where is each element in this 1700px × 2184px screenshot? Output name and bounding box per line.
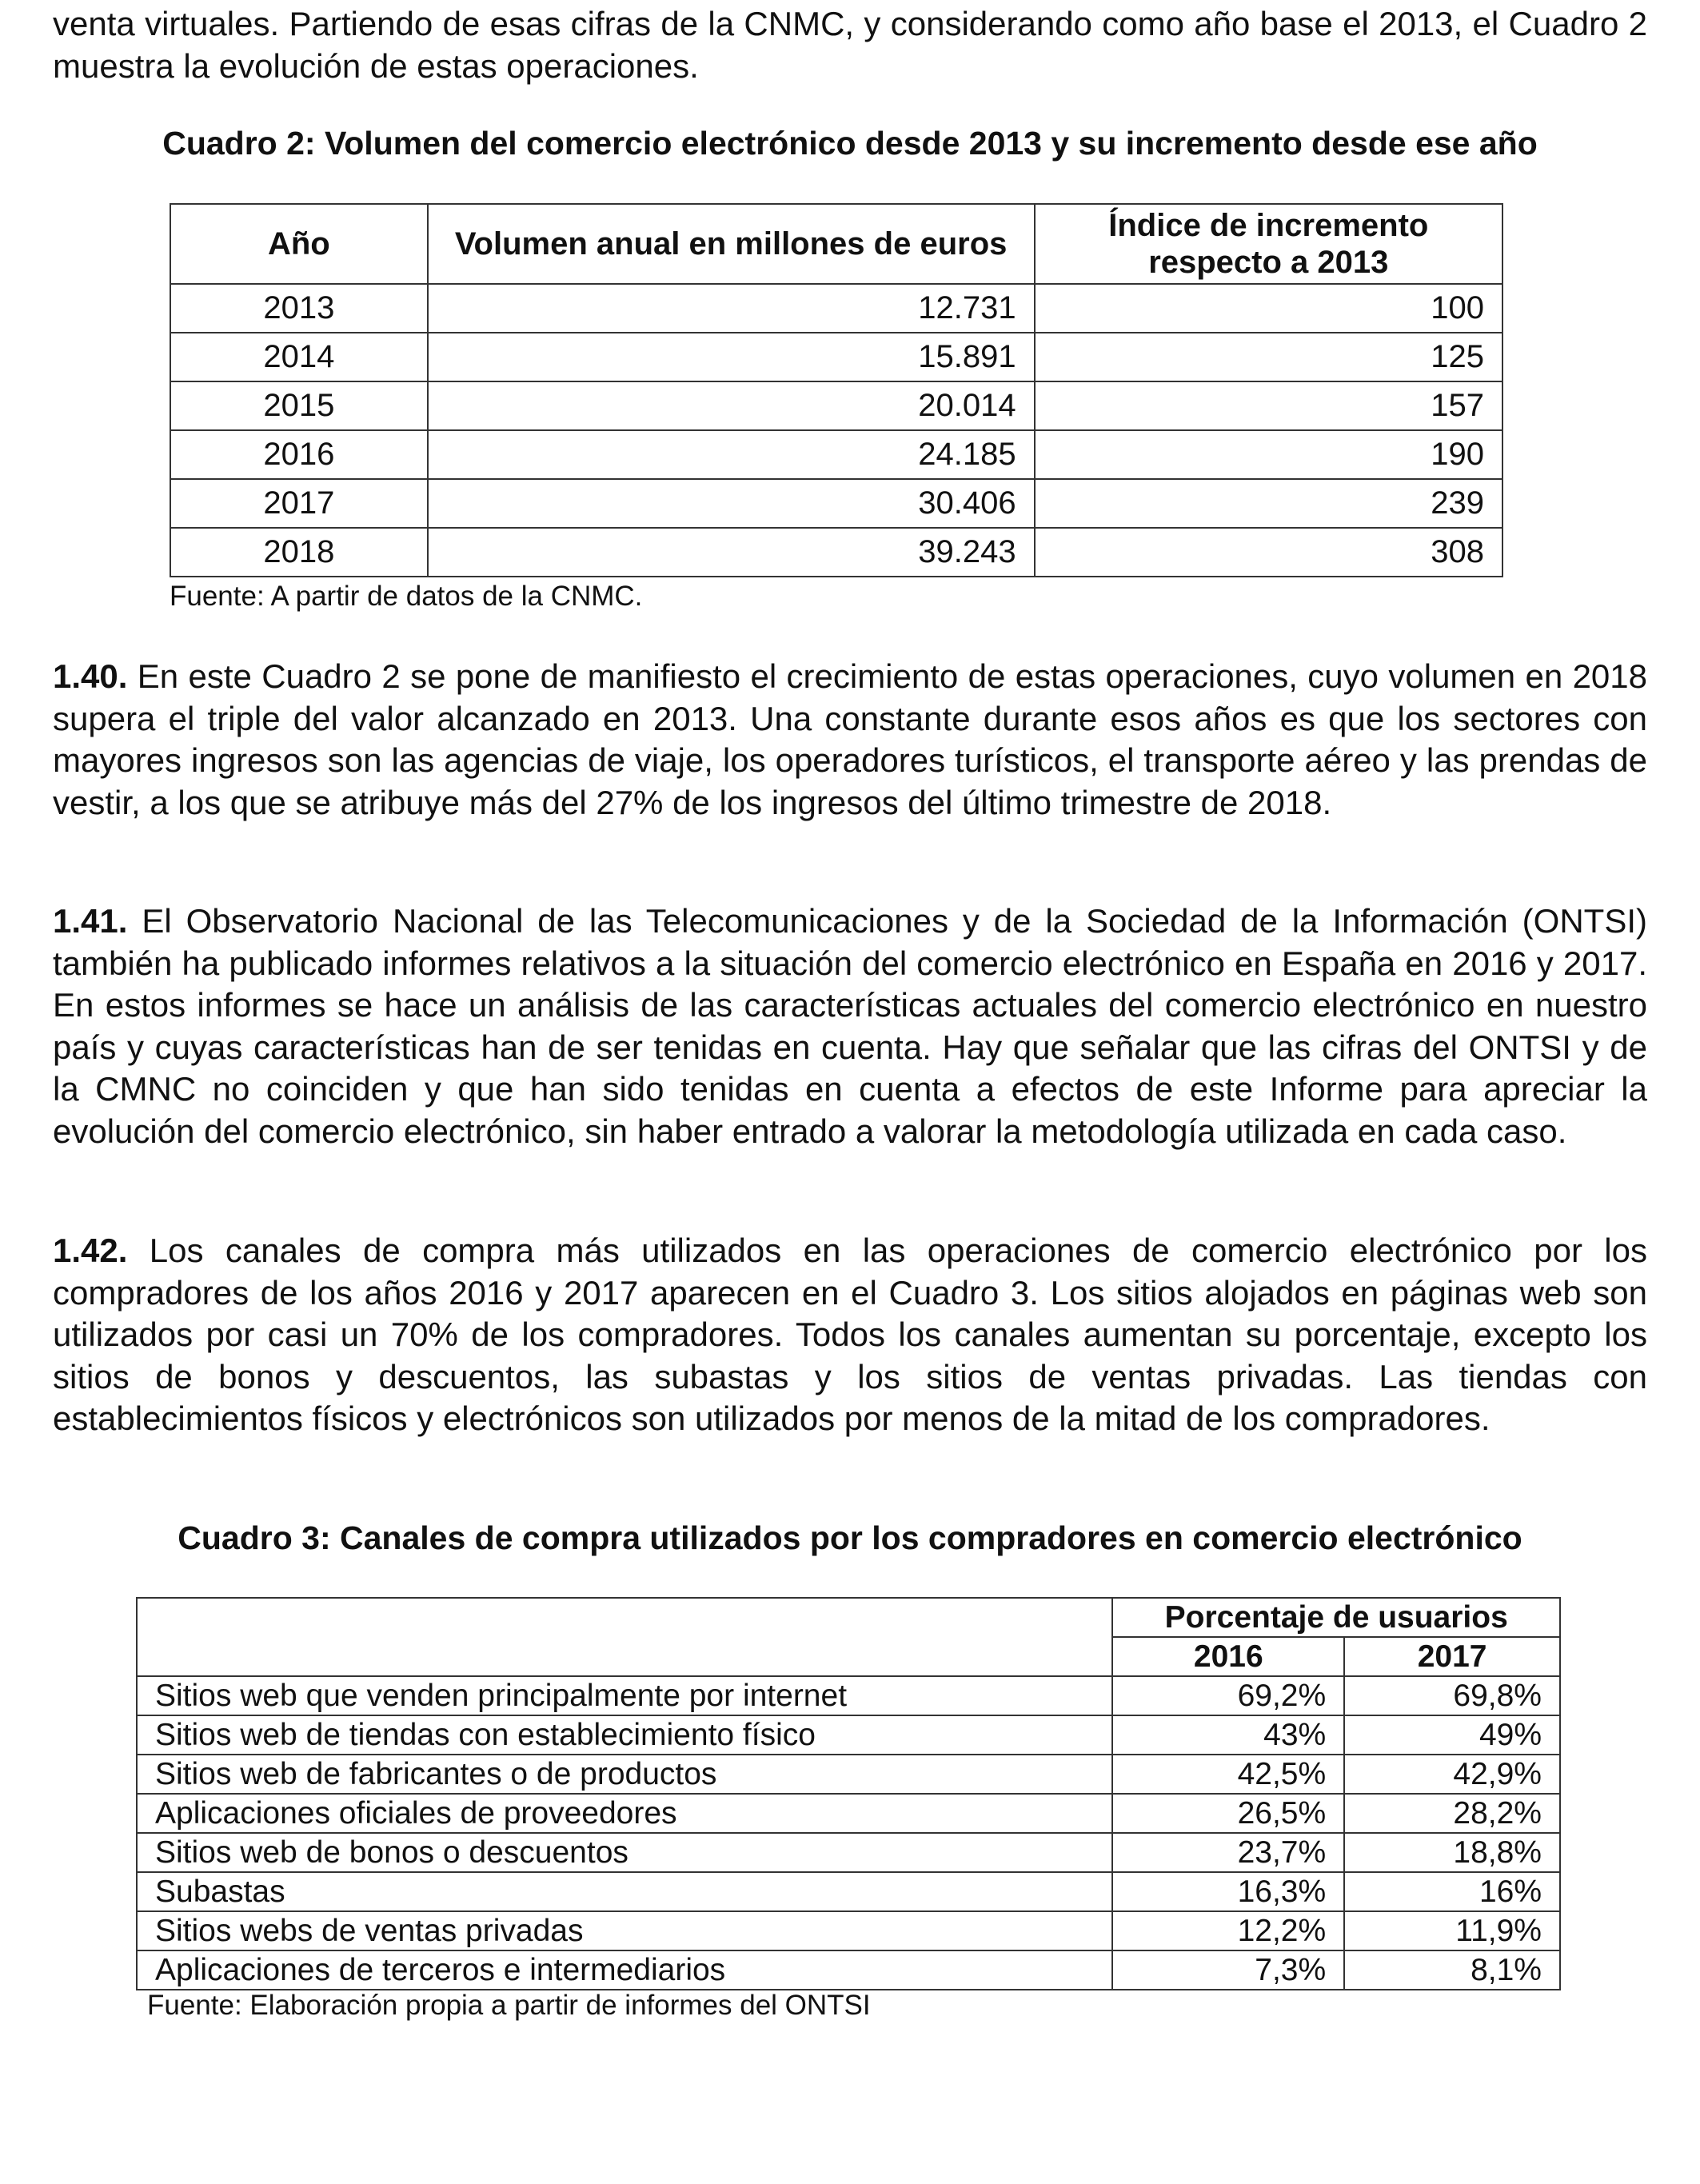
cuadro2-cell-volume: 12.731 (428, 284, 1035, 333)
paragraph-1-40 (53, 656, 1647, 824)
table-row (137, 1715, 1560, 1755)
cuadro2-header-year: Año (170, 204, 428, 284)
cuadro2-cell-index: 190 (1035, 430, 1502, 479)
cuadro3-header-2017: 2017 (1344, 1637, 1560, 1676)
table-row (137, 1950, 1560, 1990)
cuadro3-cell-2016: 7,3% (1112, 1950, 1344, 1990)
cuadro3-source: Fuente: Elaboración propia a partir de informes del ONTSI (147, 1990, 871, 2021)
cuadro3-cell-channel: Aplicaciones oficiales de proveedores (137, 1794, 1112, 1833)
cuadro3-cell-channel: Aplicaciones de terceros e intermediarios (137, 1950, 1112, 1990)
cuadro3-cell-2016: 12,2% (1112, 1911, 1344, 1950)
cuadro2-cell-volume: 20.014 (428, 381, 1035, 430)
cuadro2-cell-year: 2016 (170, 430, 428, 479)
table-row (170, 333, 1502, 381)
cuadro3-header-channel (137, 1598, 1112, 1676)
cuadro3-cell-channel: Sitios web de tiendas con establecimiento físico (137, 1715, 1112, 1755)
cuadro3-cell-2017: 28,2% (1344, 1794, 1560, 1833)
cuadro3-cell-2017: 49% (1344, 1715, 1560, 1755)
table-row (137, 1911, 1560, 1950)
cuadro2-cell-volume: 15.891 (428, 333, 1035, 381)
cuadro2-cell-volume: 30.406 (428, 479, 1035, 528)
cuadro3-cell-2017: 8,1% (1344, 1950, 1560, 1990)
cuadro3-cell-2017: 16% (1344, 1872, 1560, 1911)
paragraph-text: Los canales de compra más utilizados en las operaciones de comercio electrónico por los compradores de los años 2016 y 2017 aparecen en el Cuadro 3. Los sitios alojados en páginas web son utilizados por casi un 70% de los compradores. Todos los canales aumentan su porcentaje, excepto los sitios de bonos y descuentos, las subastas y los sitios de ventas privadas. Las tiendas con establecimientos físicos y electrónicos son utilizados por menos de la mitad de los compradores. (53, 1232, 1647, 1437)
cuadro2-cell-year: 2014 (170, 333, 428, 381)
cuadro2-cell-volume: 24.185 (428, 430, 1035, 479)
cuadro3-cell-channel: Sitios web que venden principalmente por internet (137, 1676, 1112, 1715)
cuadro3-cell-2016: 69,2% (1112, 1676, 1344, 1715)
cuadro2-cell-year: 2017 (170, 479, 428, 528)
table-row (170, 430, 1502, 479)
cuadro3-table (136, 1597, 1561, 1990)
cuadro3-cell-2016: 43% (1112, 1715, 1344, 1755)
table-row (137, 1833, 1560, 1872)
cuadro3-cell-2016: 26,5% (1112, 1794, 1344, 1833)
cuadro3-cell-2017: 11,9% (1344, 1911, 1560, 1950)
intro-paragraph: venta virtuales. Partiendo de esas cifras de la CNMC, y considerando como año base el 2013, el Cuadro 2 muestra la evolución de estas operaciones. (53, 5, 1647, 85)
cuadro2-cell-volume: 39.243 (428, 528, 1035, 577)
cuadro2-cell-year: 2018 (170, 528, 428, 577)
cuadro2-header-volume: Volumen anual en millones de euros (428, 204, 1035, 284)
table-row (137, 1676, 1560, 1715)
paragraph-text: El Observatorio Nacional de las Telecomunicaciones y de la Sociedad de la Información (ONTSI) también ha publicado informes relativos a la situación del comercio electrónico en España en 2016 y 2017. En estos informes se hace un análisis de las características actuales del comercio electrónico en nuestro país y cuyas características han de ser tenidas en cuenta. Hay que señalar que las cifras del ONTSI y de la CMNC no coinciden y que han sido tenidas en cuenta a efectos de este Informe para apreciar la evolución del comercio electrónico, sin haber entrado a valorar la metodología utilizada en cada caso. (53, 902, 1647, 1150)
cuadro3-cell-2016: 23,7% (1112, 1833, 1344, 1872)
table-row (170, 381, 1502, 430)
cuadro2-source: Fuente: A partir de datos de la CNMC. (170, 581, 643, 612)
paragraph-number: 1.40. (53, 657, 128, 695)
table-row (170, 479, 1502, 528)
cuadro3-cell-2016: 16,3% (1112, 1872, 1344, 1911)
cuadro2-cell-index: 308 (1035, 528, 1502, 577)
cuadro2-cell-index: 125 (1035, 333, 1502, 381)
cuadro2-cell-index: 157 (1035, 381, 1502, 430)
paragraph-1-42 (53, 1230, 1647, 1440)
paragraph-text: En este Cuadro 2 se pone de manifiesto el crecimiento de estas operaciones, cuyo volumen en 2018 supera el triple del valor alcanzado en 2013. Una constante durante esos años es que los sectores con mayores ingresos son las agencias de viaje, los operadores turísticos, el transporte aéreo y las prendas de vestir, a los que se atribuye más del 27% de los ingresos del último trimestre de 2018. (53, 657, 1647, 821)
table-row (137, 1755, 1560, 1794)
cuadro2-cell-index: 239 (1035, 479, 1502, 528)
table-row (170, 528, 1502, 577)
paragraph-number: 1.42. (53, 1232, 128, 1269)
cuadro3-cell-channel: Sitios web de bonos o descuentos (137, 1833, 1112, 1872)
cuadro3-header-group: Porcentaje de usuarios (1112, 1598, 1560, 1637)
cuadro2-cell-year: 2015 (170, 381, 428, 430)
cuadro2-table (170, 203, 1503, 577)
cuadro3-header-2016: 2016 (1112, 1637, 1344, 1676)
cuadro3-cell-channel: Sitios webs de ventas privadas (137, 1911, 1112, 1950)
cuadro3-caption: Cuadro 3: Canales de compra utilizados por los compradores en comercio electrónico (178, 1519, 1522, 1556)
cuadro3-cell-2017: 18,8% (1344, 1833, 1560, 1872)
paragraph-1-41 (53, 900, 1647, 1152)
cuadro2-caption: Cuadro 2: Volumen del comercio electrónico desde 2013 y su incremento desde ese año (162, 125, 1538, 162)
cuadro2-cell-index: 100 (1035, 284, 1502, 333)
paragraph-number: 1.41. (53, 902, 128, 940)
cuadro3-cell-2017: 69,8% (1344, 1676, 1560, 1715)
cuadro2-cell-year: 2013 (170, 284, 428, 333)
table-row (137, 1872, 1560, 1911)
cuadro3-cell-2017: 42,9% (1344, 1755, 1560, 1794)
cuadro3-cell-channel: Subastas (137, 1872, 1112, 1911)
table-row (170, 284, 1502, 333)
cuadro2-header-index: Índice de incremento respecto a 2013 (1035, 204, 1502, 284)
table-row (137, 1794, 1560, 1833)
cuadro3-cell-channel: Sitios web de fabricantes o de productos (137, 1755, 1112, 1794)
cuadro3-cell-2016: 42,5% (1112, 1755, 1344, 1794)
